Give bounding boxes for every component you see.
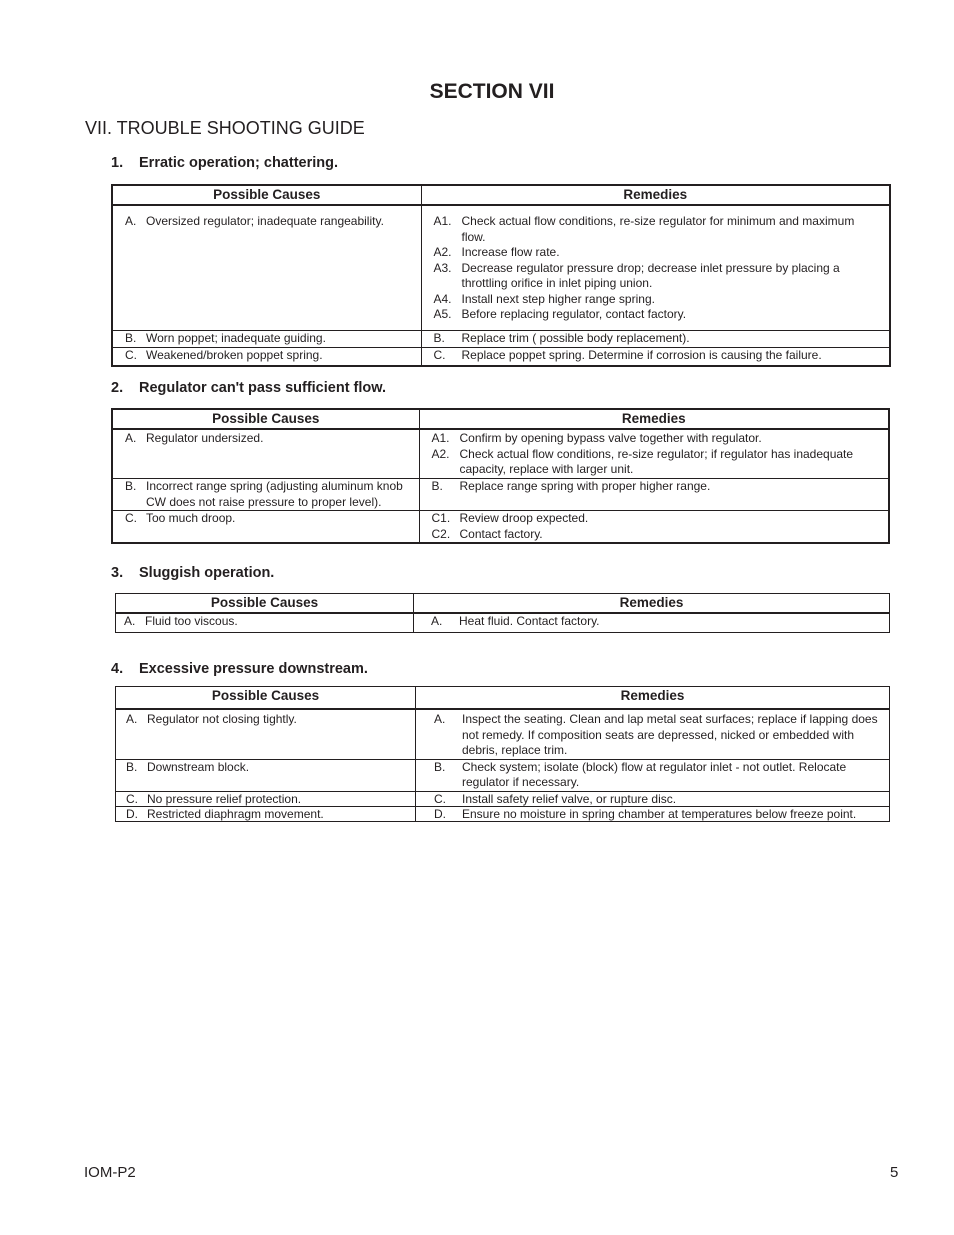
remedy-text: Check system; isolate (block) flow at regulator inlet - not outlet. Relocate regulator if necessary.	[462, 759, 847, 789]
table-row	[116, 791, 890, 806]
problem-number: 4.	[111, 661, 124, 677]
cause-label: D.	[126, 806, 138, 821]
remedy-label: D.	[434, 806, 446, 821]
cause-cell	[116, 759, 416, 791]
remedy-label: A1.	[431, 431, 450, 445]
table-row	[112, 479, 889, 511]
table-row	[112, 511, 889, 544]
remedy-label: A1.	[433, 214, 452, 228]
table-row	[112, 205, 890, 331]
cause-label: B.	[125, 479, 137, 493]
causes-header: Possible Causes	[116, 687, 416, 710]
cause-cell	[116, 613, 414, 633]
remedy-text: Install next step higher range spring.	[461, 291, 655, 306]
problem-title: Sluggish operation.	[139, 565, 275, 581]
remedy-label: C.	[433, 347, 446, 362]
remedy-text: Inspect the seating. Clean and lap metal seat surfaces; replace if lapping does not remedy. If composition seats are depressed, nicked or embedded with debris, replace trim.	[462, 712, 878, 757]
remedy-label: A2.	[431, 446, 450, 461]
troubleshooting-table-1	[111, 184, 891, 367]
cause-text: Incorrect range spring (adjusting aluminum knob CW does not raise pressure to proper level).	[146, 479, 403, 509]
troubleshooting-table-4	[115, 686, 890, 822]
section-title: SECTION VII	[429, 80, 555, 103]
problem-3-heading	[111, 565, 274, 581]
remedy-text: Decrease regulator pressure drop; decrease inlet pressure by placing a throttling orifice in inlet piping union.	[461, 260, 840, 290]
remedies-header: Remedies	[416, 687, 890, 710]
cause-cell	[116, 806, 416, 821]
remedy-cell	[416, 759, 890, 791]
problem-1-heading	[111, 155, 338, 171]
cause-label: B.	[126, 759, 138, 774]
guide-title: VII. TROUBLE SHOOTING GUIDE	[85, 118, 365, 138]
cause-cell	[112, 511, 419, 544]
problem-number: 2.	[111, 380, 124, 396]
remedy-text: Confirm by opening bypass valve together with regulator.	[459, 431, 762, 445]
cause-cell	[112, 205, 421, 331]
remedy-text: Review droop expected.	[459, 511, 589, 525]
cause-label: C.	[125, 347, 137, 362]
remedy-label: A5.	[433, 307, 452, 321]
problem-title: Excessive pressure downstream.	[139, 661, 368, 677]
remedy-text: Check actual flow conditions, re-size regulator for minimum and maximum flow.	[461, 214, 855, 244]
remedy-cell	[416, 791, 890, 806]
cause-text: Fluid too viscous.	[145, 614, 238, 628]
cause-cell	[112, 331, 421, 348]
cause-cell	[112, 347, 421, 366]
table-row	[112, 347, 890, 366]
remedy-label: A3.	[433, 260, 452, 275]
remedy-label: B.	[433, 331, 445, 345]
remedy-cell	[421, 347, 890, 366]
remedy-cell	[416, 806, 890, 821]
cause-label: A.	[126, 712, 138, 726]
cause-cell	[116, 791, 416, 806]
remedy-text: Before replacing regulator, contact factory.	[461, 307, 687, 321]
cause-cell	[116, 709, 416, 759]
cause-label: B.	[125, 331, 137, 345]
remedy-label: A4.	[433, 291, 452, 306]
cause-label: C.	[125, 511, 137, 525]
problem-number: 3.	[111, 565, 124, 581]
cause-text: Too much droop.	[146, 511, 236, 525]
remedy-cell	[421, 205, 890, 331]
remedy-text: Increase flow rate.	[461, 245, 560, 259]
cause-text: Regulator not closing tightly.	[147, 712, 297, 726]
cause-label: A.	[125, 214, 137, 228]
remedy-text: Contact factory.	[459, 526, 543, 541]
remedy-text: Install safety relief valve, or rupture disc.	[462, 791, 677, 806]
cause-label: A.	[125, 431, 137, 445]
cause-text: Restricted diaphragm movement.	[147, 806, 324, 821]
cause-text: Oversized regulator; inadequate rangeability.	[146, 214, 384, 228]
cause-text: Worn poppet; inadequate guiding.	[146, 331, 326, 345]
remedy-label: A.	[434, 712, 446, 726]
remedy-cell	[419, 479, 889, 511]
table-row	[116, 806, 890, 821]
remedies-header: Remedies	[421, 185, 890, 205]
remedy-label: A2.	[433, 245, 452, 259]
troubleshooting-table-2	[111, 408, 890, 544]
remedy-label: C2.	[431, 526, 451, 541]
cause-text: Regulator undersized.	[146, 431, 264, 445]
remedy-label: C1.	[431, 511, 451, 525]
remedy-label: A.	[431, 614, 443, 628]
cause-cell	[112, 479, 419, 511]
problem-number: 1.	[111, 155, 124, 171]
problem-4-heading	[111, 661, 368, 677]
causes-header: Possible Causes	[112, 185, 421, 205]
table-row	[112, 331, 890, 348]
remedy-text: Replace poppet spring. Determine if corrosion is causing the failure.	[461, 347, 822, 362]
document-id: IOM-P2	[84, 1164, 136, 1181]
problem-2-heading	[111, 380, 386, 396]
remedy-cell	[419, 511, 889, 544]
remedy-text: Ensure no moisture in spring chamber at temperatures below freeze point.	[462, 806, 857, 821]
table-row	[112, 429, 889, 479]
page-number: 5	[890, 1164, 899, 1181]
remedy-text: Heat fluid. Contact factory.	[459, 614, 600, 628]
remedies-header: Remedies	[414, 594, 890, 614]
remedy-text: Replace range spring with proper higher range.	[459, 479, 711, 493]
problem-title: Erratic operation; chattering.	[139, 155, 339, 171]
remedy-cell	[416, 709, 890, 759]
problem-title: Regulator can't pass sufficient flow.	[139, 380, 387, 396]
cause-label: A.	[124, 614, 136, 628]
remedy-label: B.	[431, 479, 443, 493]
cause-label: C.	[126, 791, 138, 806]
remedy-cell	[421, 331, 890, 348]
cause-text: Weakened/broken poppet spring.	[146, 347, 323, 362]
table-row	[116, 613, 890, 633]
remedy-cell	[419, 429, 889, 479]
cause-cell	[112, 429, 419, 479]
troubleshooting-table-3	[115, 593, 890, 633]
causes-header: Possible Causes	[116, 594, 414, 614]
table-row	[116, 709, 890, 759]
remedies-header: Remedies	[419, 409, 889, 429]
cause-text: No pressure relief protection.	[147, 791, 302, 806]
remedy-text: Replace trim ( possible body replacement).	[461, 331, 690, 345]
table-row	[116, 759, 890, 791]
cause-text: Downstream block.	[147, 759, 250, 774]
remedy-text: Check actual flow conditions, re-size regulator; if regulator has inadequate capacity, replace with larger unit.	[459, 446, 854, 476]
causes-header: Possible Causes	[112, 409, 419, 429]
remedy-label: B.	[434, 759, 446, 774]
remedy-cell	[414, 613, 890, 633]
remedy-label: C.	[434, 791, 446, 806]
